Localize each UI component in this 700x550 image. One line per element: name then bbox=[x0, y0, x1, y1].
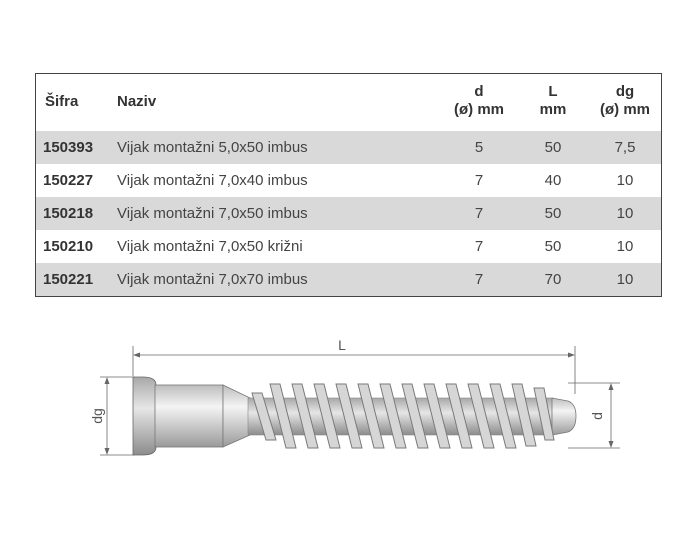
screw-taper bbox=[223, 385, 250, 447]
header-d bbox=[439, 83, 519, 119]
row-name: Vijak montažni 5,0x50 imbus bbox=[117, 139, 308, 156]
screw-head bbox=[133, 377, 156, 455]
head-diameter-dimension bbox=[100, 377, 135, 455]
row-code: 150227 bbox=[43, 172, 94, 189]
length-arrow-right bbox=[568, 353, 575, 358]
d-arrow-bottom bbox=[609, 441, 614, 448]
length-label: L bbox=[338, 337, 346, 353]
row-name: Vijak montažni 7,0x50 imbus bbox=[117, 205, 308, 222]
row-dg: 10 bbox=[616, 271, 634, 288]
thread-diameter-label: d bbox=[589, 412, 605, 420]
header-dg-symbol: dg bbox=[615, 83, 635, 100]
header-l bbox=[523, 83, 583, 119]
row-d: 5 bbox=[474, 139, 484, 156]
length-arrow-left bbox=[133, 353, 140, 358]
screw-spec-table bbox=[35, 73, 662, 297]
header-d-symbol: d bbox=[474, 83, 484, 100]
table-row bbox=[36, 131, 661, 164]
row-l: 70 bbox=[544, 271, 562, 288]
screw-tip bbox=[552, 398, 576, 435]
row-d: 7 bbox=[474, 271, 484, 288]
row-dg: 10 bbox=[616, 205, 634, 222]
row-l: 50 bbox=[544, 205, 562, 222]
row-dg: 10 bbox=[616, 172, 634, 189]
row-code: 150393 bbox=[43, 139, 94, 156]
row-code: 150210 bbox=[43, 238, 94, 255]
row-name: Vijak montažni 7,0x40 imbus bbox=[117, 172, 308, 189]
header-dg-unit: (ø) mm bbox=[600, 101, 650, 118]
row-l: 50 bbox=[544, 139, 562, 156]
header-dg bbox=[585, 83, 665, 119]
head-diameter-label: dg bbox=[89, 408, 105, 424]
table-row bbox=[36, 197, 661, 230]
header-l-symbol: L bbox=[548, 83, 558, 100]
dg-arrow-bottom bbox=[105, 448, 110, 455]
row-d: 7 bbox=[474, 205, 484, 222]
row-d: 7 bbox=[474, 238, 484, 255]
header-code: Šifra bbox=[45, 93, 79, 110]
header-d-unit: (ø) mm bbox=[454, 101, 504, 118]
dg-arrow-top bbox=[105, 377, 110, 384]
row-d: 7 bbox=[474, 172, 484, 189]
screw-illustration bbox=[133, 377, 576, 455]
row-dg: 7,5 bbox=[614, 139, 636, 156]
row-code: 150221 bbox=[43, 271, 94, 288]
row-l: 40 bbox=[544, 172, 562, 189]
screw-shank bbox=[155, 385, 223, 447]
table-row bbox=[36, 230, 661, 263]
header-name: Naziv bbox=[117, 93, 157, 110]
table-row bbox=[36, 164, 661, 197]
d-arrow-top bbox=[609, 383, 614, 390]
row-name: Vijak montažni 7,0x50 križni bbox=[117, 238, 303, 255]
row-l: 50 bbox=[544, 238, 562, 255]
row-dg: 10 bbox=[616, 238, 634, 255]
header-l-unit: mm bbox=[539, 101, 567, 118]
table-header bbox=[36, 74, 661, 131]
row-name: Vijak montažni 7,0x70 imbus bbox=[117, 271, 308, 288]
screw-dimension-diagram bbox=[0, 320, 700, 480]
table-row bbox=[36, 263, 661, 296]
row-code: 150218 bbox=[43, 205, 94, 222]
